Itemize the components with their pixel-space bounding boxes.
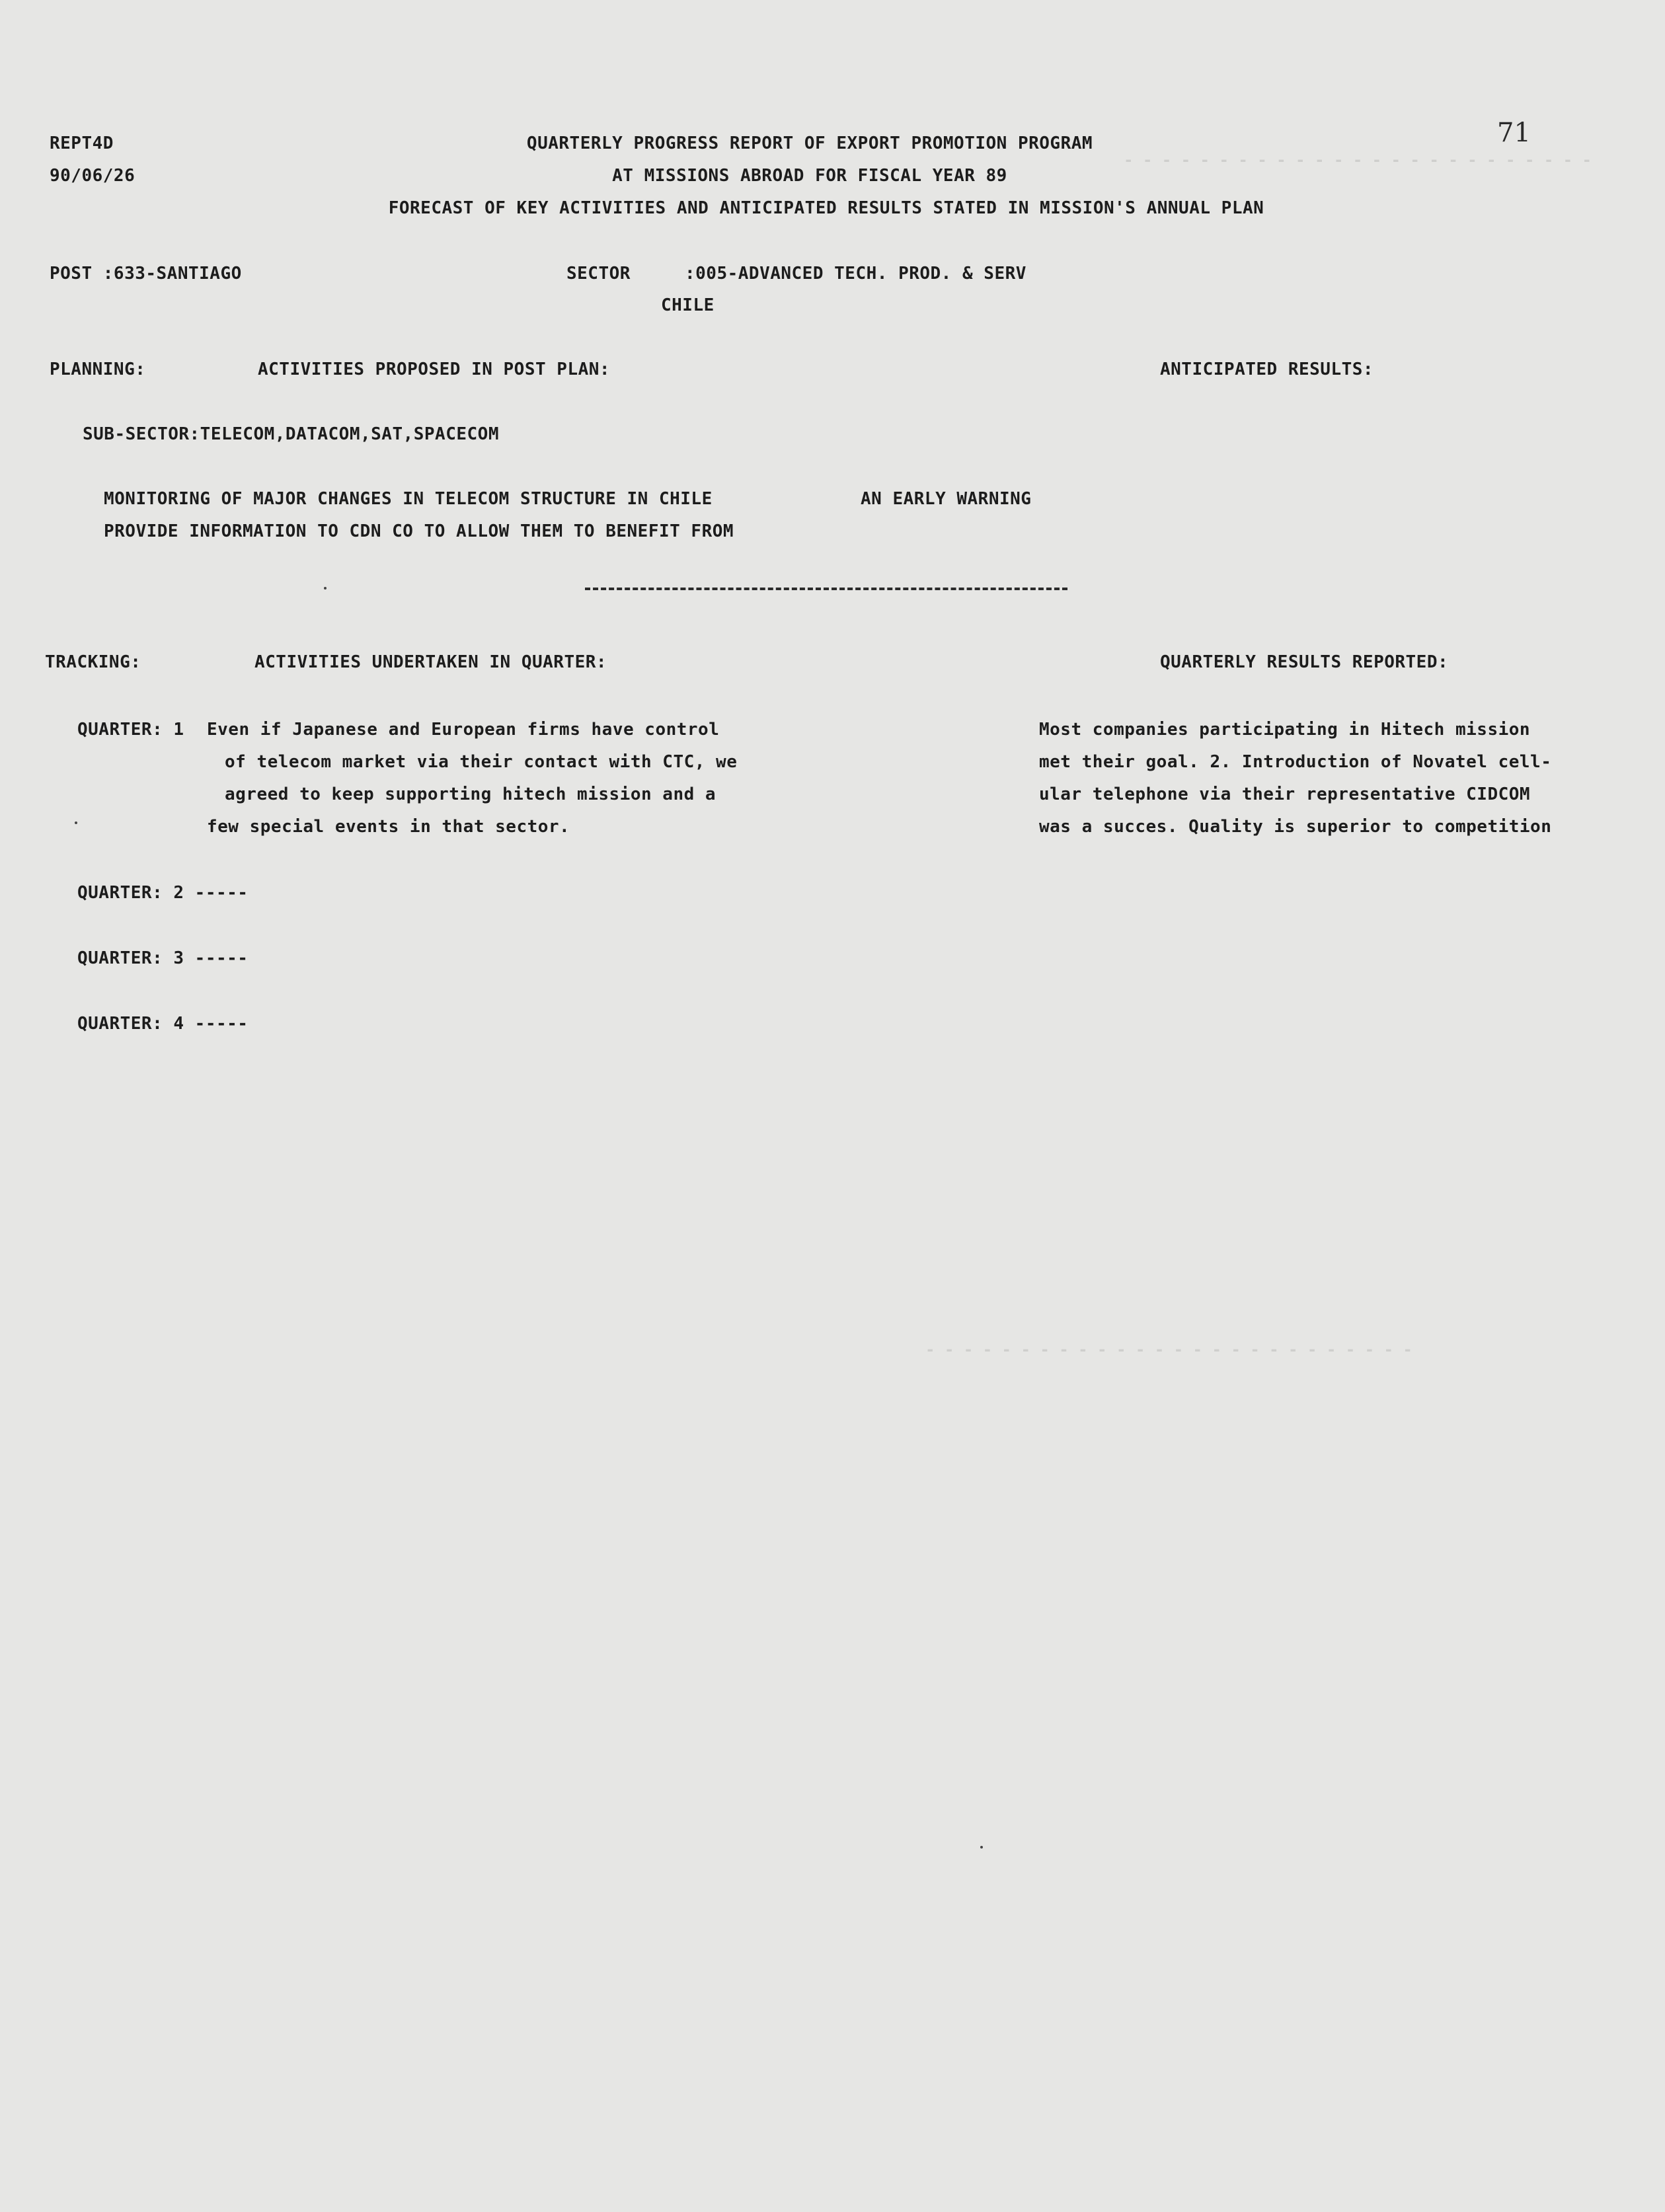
quarter-3-label: QUARTER: 3 ----- — [77, 948, 249, 968]
quarter-1-activity-line: agreed to keep supporting hitech mission and a — [225, 784, 716, 804]
section-divider — [585, 588, 1067, 590]
report-title-line2: AT MISSIONS ABROAD FOR FISCAL YEAR 89 — [612, 166, 1007, 186]
page-number: 71 — [1497, 118, 1531, 148]
quarter-4-label: QUARTER: 4 ----- — [77, 1014, 249, 1034]
quarter-1-result-line: ular telephone via their representative CIDCOM — [1039, 784, 1531, 804]
planning-label: PLANNING: — [50, 360, 146, 379]
country: CHILE — [661, 295, 715, 315]
quarter-1-result-line: Most companies participating in Hitech mission — [1039, 720, 1531, 740]
quarter-1-activity-line: Even if Japanese and European firms have control — [207, 720, 720, 740]
tracking-activities-heading: ACTIVITIES UNDERTAKEN IN QUARTER: — [254, 652, 607, 672]
speck — [324, 587, 327, 590]
quarter-1-result-line: was a succes. Quality is superior to competition — [1039, 817, 1552, 837]
report-code: REPT4D — [50, 133, 114, 153]
report-title-line3: FORECAST OF KEY ACTIVITIES AND ANTICIPATED RESULTS STATED IN MISSION'S ANNUAL PLAN — [388, 198, 1264, 218]
sector-label: SECTOR — [566, 264, 631, 284]
speck — [980, 1846, 983, 1849]
speck — [75, 821, 77, 824]
planning-activity-line1: MONITORING OF MAJOR CHANGES IN TELECOM STRUCTURE IN CHILE — [104, 489, 713, 509]
report-title-line1: QUARTERLY PROGRESS REPORT OF EXPORT PROMOTION PROGRAM — [526, 133, 1093, 153]
sub-sector: SUB-SECTOR:TELECOM,DATACOM,SAT,SPACECOM — [83, 424, 499, 444]
quarter-1-activity-line: few special events in that sector. — [207, 817, 570, 837]
planning-activities-heading: ACTIVITIES PROPOSED IN POST PLAN: — [258, 360, 611, 379]
sector-value: :005-ADVANCED TECH. PROD. & SERV — [685, 264, 1026, 284]
quarter-1-result-line: met their goal. 2. Introduction of Novatel cell- — [1039, 752, 1552, 772]
bleed-through-text: - - - - - - - - - - - - - - - - - - - - - - - - - - — [925, 1340, 1413, 1359]
quarterly-results-heading: QUARTERLY RESULTS REPORTED: — [1160, 652, 1449, 672]
post-label: POST :633-SANTIAGO — [50, 264, 242, 284]
tracking-label: TRACKING: — [45, 652, 141, 672]
bleed-through-text: - - - - - - - - - - - - - - - - - - - - - - - - - — [1124, 151, 1592, 169]
anticipated-result: AN EARLY WARNING — [861, 489, 1032, 509]
report-date: 90/06/26 — [50, 166, 136, 186]
anticipated-results-heading: ANTICIPATED RESULTS: — [1160, 360, 1374, 379]
planning-activity-line2: PROVIDE INFORMATION TO CDN CO TO ALLOW THEM TO BENEFIT FROM — [104, 521, 734, 541]
quarter-2-label: QUARTER: 2 ----- — [77, 883, 249, 903]
quarter-1-activity-line: of telecom market via their contact with CTC, we — [225, 752, 738, 772]
quarter-1-label: QUARTER: 1 — [77, 720, 184, 740]
